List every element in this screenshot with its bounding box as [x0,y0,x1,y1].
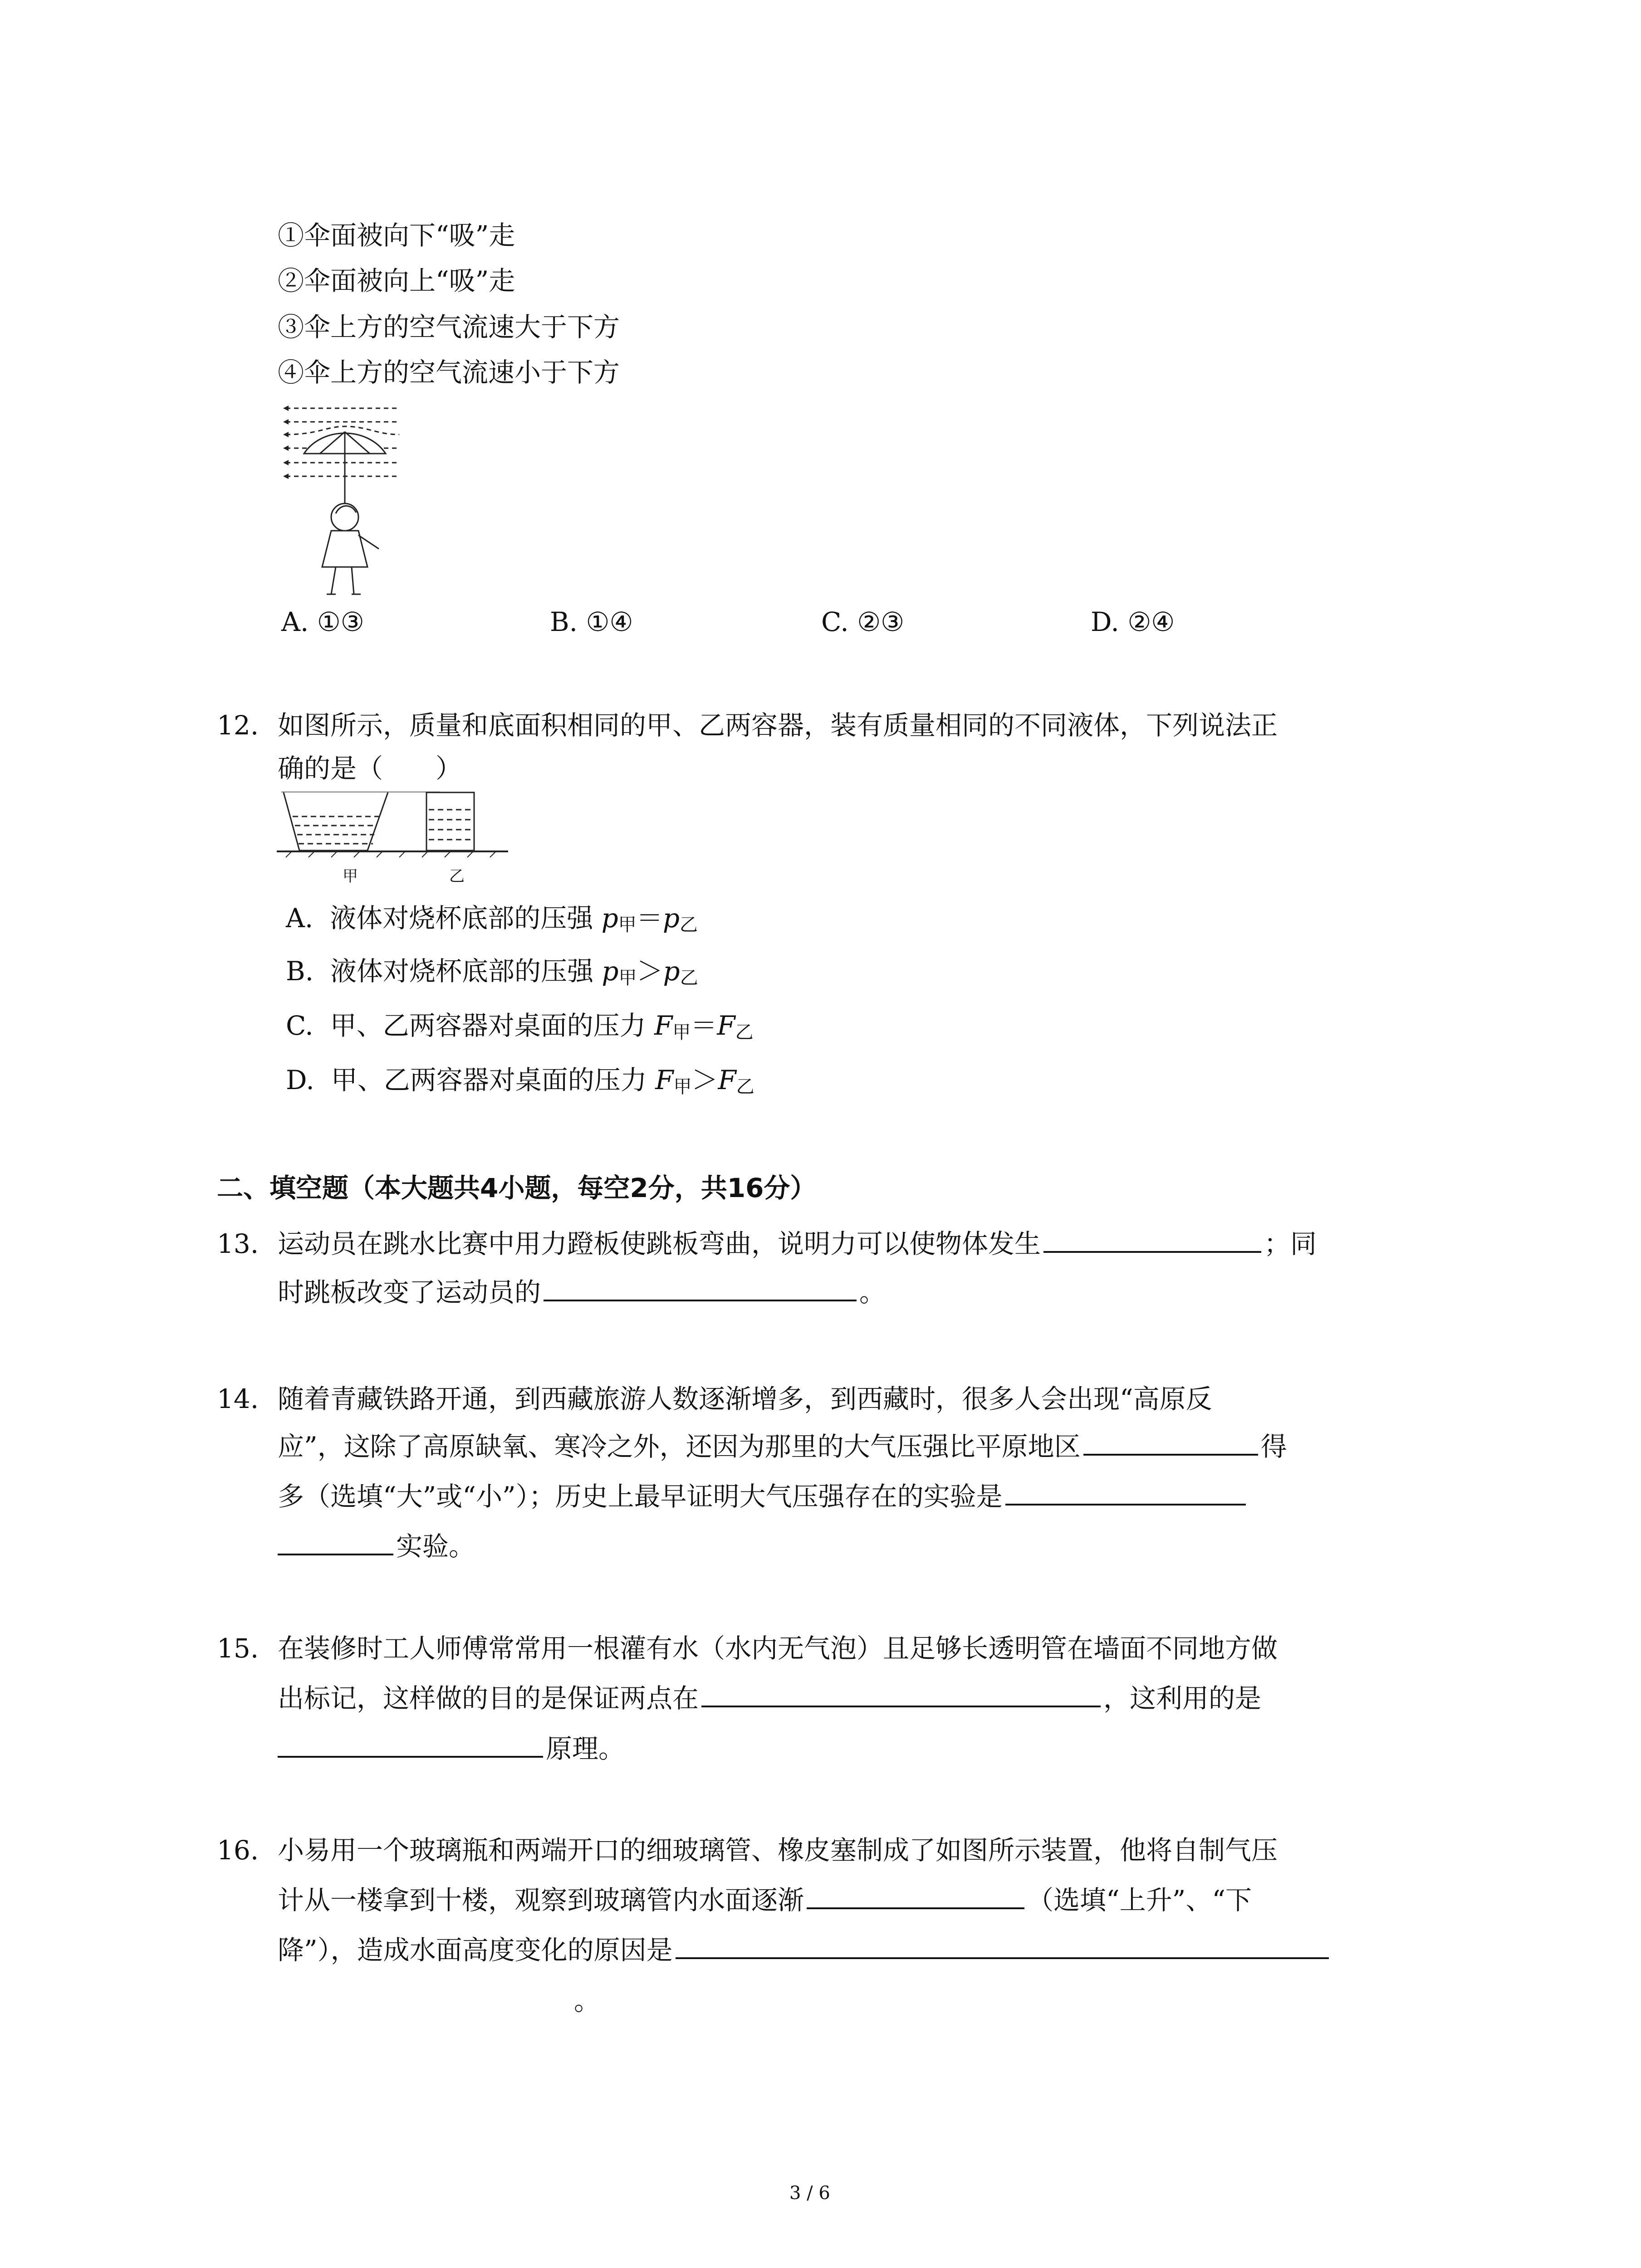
q16-blank-1[interactable] [807,1907,1024,1909]
q11-option-d: D. ②④ [1091,606,1175,637]
q14-number: 14. [217,1383,259,1414]
q12-option-b: B. 液体对烧杯底部的压强 $p_甲>p_乙$ [286,956,698,988]
q14-line3: 多（选填“大”或“小”）；历史上最早证明大气压强存在的实验是 [278,1483,1249,1510]
page-number: 3 / 6 [789,2183,830,2204]
q14-blank-2b[interactable] [278,1553,393,1555]
q11-statement-3: ③伞上方的空气流速大于下方 [278,312,620,342]
q15-line2: 出标记，这样做的目的是保证两点在 ，这利用的是 [278,1683,1262,1714]
q16-line3: 降”），造成水面高度变化的原因是 [278,1937,1332,1963]
q11-statement-4: ④伞上方的空气流速小于下方 [278,357,620,388]
q13-blank-2[interactable] [544,1299,857,1301]
q14-blank-2a[interactable] [1005,1503,1246,1505]
q12-number: 12. [217,710,259,741]
q11-option-a: A. ①③ [281,606,364,637]
q15-line1: 在装修时工人师傅常常用一根灌有水（水内无气泡）且足够长透明管在墙面不同地方做 [278,1633,1278,1664]
q13-line1: 运动员在跳水比赛中用力蹬板使跳板弯曲，说明力可以使物体发生 ；同 [278,1228,1317,1259]
q14-line4: 实验。 [278,1533,475,1559]
q12-option-a: A. 液体对烧杯底部的压强 $p_甲=p_乙$ [286,903,698,935]
q16-blank-2[interactable] [676,1957,1329,1959]
q11-statement-1: ①伞面被向下“吸”走 [278,220,515,251]
q16-line4: 。 [574,1985,601,2016]
container-label-jia: 甲 [343,867,358,885]
q12-option-c: C. 甲、乙两容器对桌面的压力 $F_甲=F_乙$ [286,1010,754,1043]
q16-number: 16. [217,1835,259,1866]
q11-statement-2: ②伞面被向上“吸”走 [278,265,515,296]
q15-line3: 原理。 [278,1735,625,1762]
q13-blank-1[interactable] [1043,1251,1261,1253]
q12-option-d: D. 甲、乙两容器对桌面的压力 $F_甲>F_乙$ [286,1065,754,1097]
q16-line2: 计从一楼拿到十楼，观察到玻璃管内水面逐渐 （选填“上升”、“下 [278,1885,1252,1916]
q15-blank-2[interactable] [278,1755,543,1758]
q14-line2: 应”，这除了高原缺氧、寒冷之外，还因为那里的大气压强比平原地区 得 [278,1431,1287,1462]
q11-option-c: C. ②③ [821,606,905,637]
q16-line1: 小易用一个玻璃瓶和两端开口的细玻璃管、橡皮塞制成了如图所示装置，他将自制气压 [278,1835,1278,1866]
umbrella-airflow-figure [277,399,417,603]
q11-option-b: B. ①④ [550,606,633,637]
container-label-yi: 乙 [449,867,465,885]
section-2-title: 二、填空题（本大题共4小题，每空2分，共16分） [217,1173,817,1203]
q15-blank-1[interactable] [701,1705,1101,1707]
q13-number: 13. [217,1228,259,1259]
two-containers-figure [277,792,513,860]
q15-number: 15. [217,1633,259,1664]
q13-line2: 时跳板改变了运动员的 。 [278,1277,886,1308]
q12-stem-line2: 确的是（ ） [278,753,462,784]
q12-stem-line1: 如图所示，质量和底面积相同的甲、乙两容器，装有质量相同的不同液体，下列说法正 [278,710,1278,741]
q14-blank-1[interactable] [1083,1453,1258,1456]
q14-line1: 随着青藏铁路开通，到西藏旅游人数逐渐增多，到西藏时，很多人会出现“高原反 [278,1383,1212,1414]
